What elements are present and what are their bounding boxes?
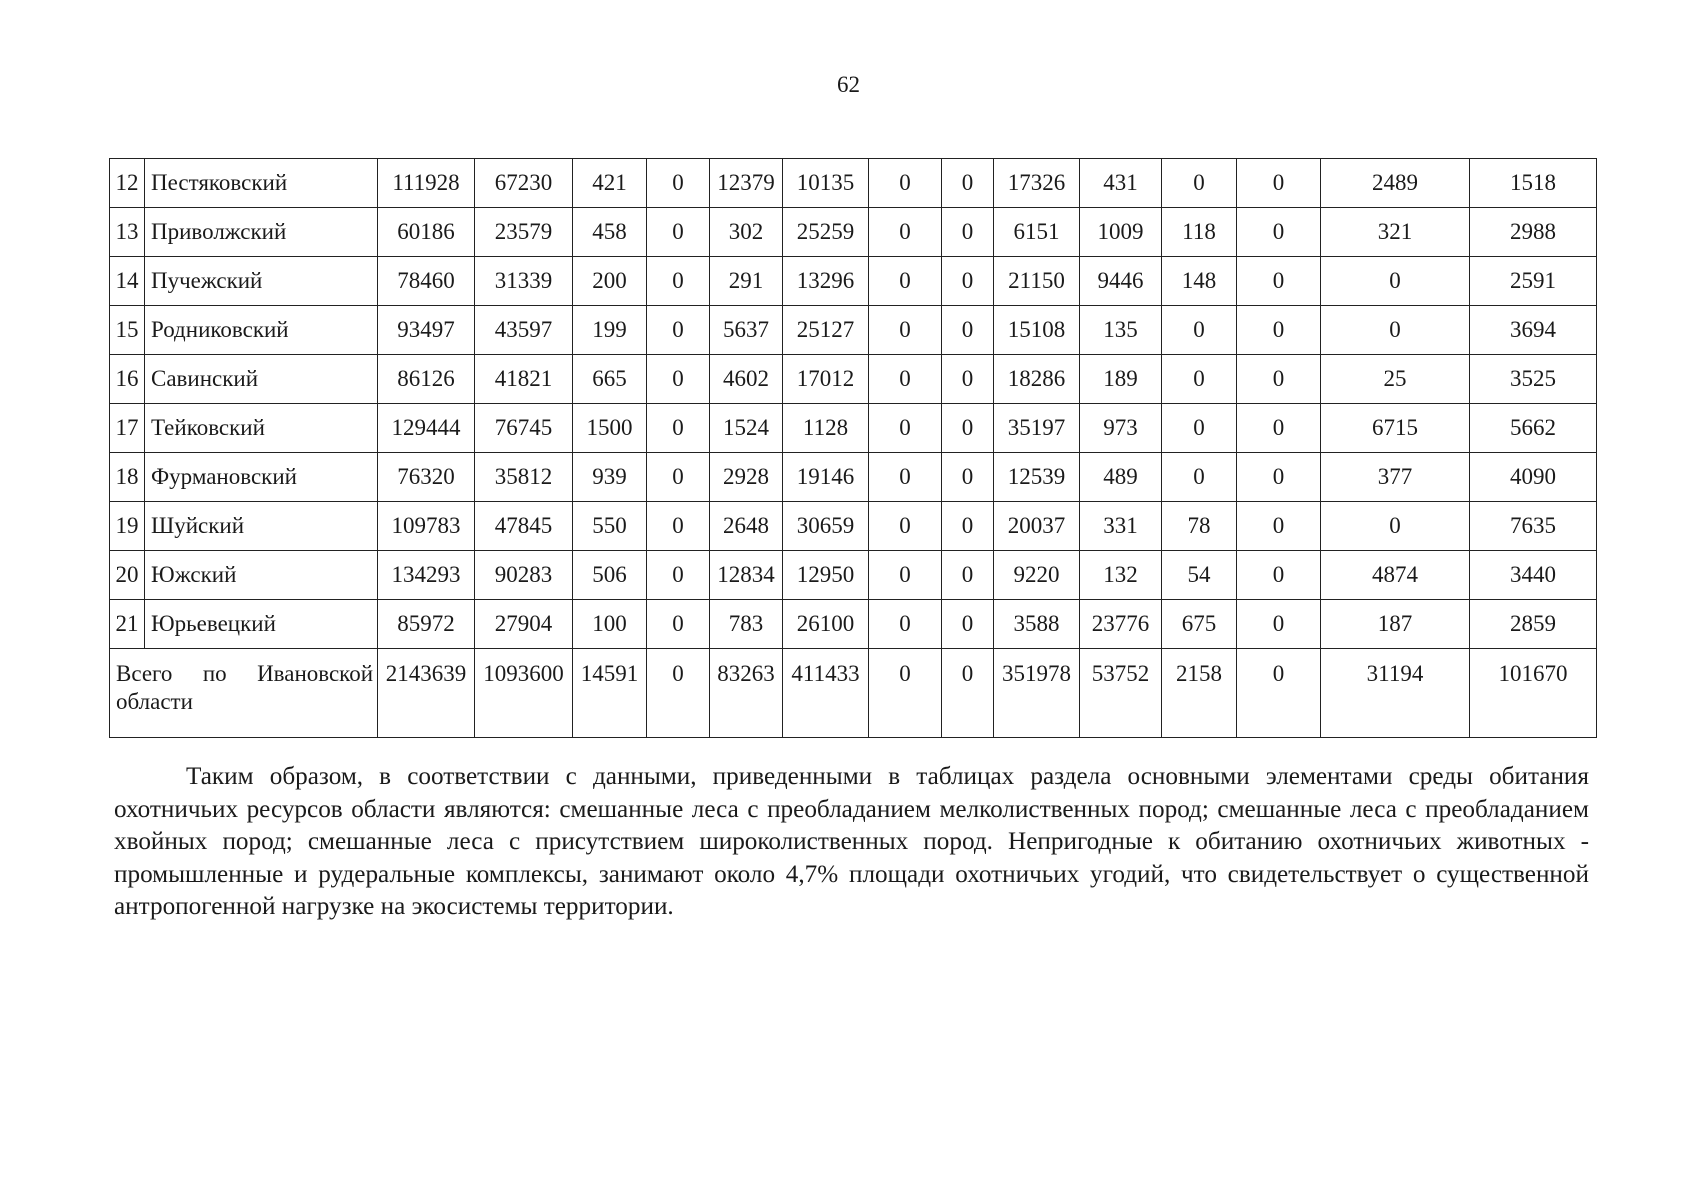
total-value-cell: 0 <box>647 649 710 738</box>
hunting-grounds-table <box>109 158 1597 738</box>
value-cell: 973 <box>1080 404 1162 453</box>
value-cell: 1009 <box>1080 208 1162 257</box>
table-row <box>110 404 1597 453</box>
value-cell: 0 <box>647 600 710 649</box>
value-cell: 134293 <box>378 551 475 600</box>
value-cell: 0 <box>1162 159 1237 208</box>
total-value-cell: 83263 <box>710 649 783 738</box>
value-cell: 331 <box>1080 502 1162 551</box>
value-cell: 2648 <box>710 502 783 551</box>
value-cell: 321 <box>1321 208 1470 257</box>
value-cell: 0 <box>647 404 710 453</box>
value-cell: 10135 <box>783 159 869 208</box>
value-cell: 9220 <box>994 551 1080 600</box>
value-cell: 35197 <box>994 404 1080 453</box>
table-row <box>110 551 1597 600</box>
value-cell: 550 <box>573 502 647 551</box>
district-name-cell: Родниковский <box>145 306 378 355</box>
total-value-cell: 351978 <box>994 649 1080 738</box>
value-cell: 76745 <box>475 404 573 453</box>
value-cell: 12950 <box>783 551 869 600</box>
value-cell: 86126 <box>378 355 475 404</box>
value-cell: 0 <box>942 453 994 502</box>
value-cell: 0 <box>1237 355 1321 404</box>
value-cell: 25127 <box>783 306 869 355</box>
value-cell: 129444 <box>378 404 475 453</box>
total-value-cell: 0 <box>942 649 994 738</box>
total-row <box>110 649 1597 738</box>
value-cell: 9446 <box>1080 257 1162 306</box>
district-name-cell: Приволжский <box>145 208 378 257</box>
total-value-cell: 31194 <box>1321 649 1470 738</box>
value-cell: 377 <box>1321 453 1470 502</box>
value-cell: 31339 <box>475 257 573 306</box>
value-cell: 23776 <box>1080 600 1162 649</box>
summary-paragraph: Таким образом, в соответствии с данными, приведенными в таблицах раздела основными элементами среды обитания охотничьих ресурсов области являются: смешанные леса с преобладанием мелколиственных пород; смешанные леса с преобладанием хвойных пород; смешанные леса с присутствием широколиственных пород. Непригодные к обитанию охотничьих животных - промышленные и рудеральные комплексы, занимают около 4,7% площади охотничьих угодий, что свидетельствует о существенной антропогенной нагрузке на экосистемы территории. <box>114 763 1589 920</box>
value-cell: 47845 <box>475 502 573 551</box>
value-cell: 12379 <box>710 159 783 208</box>
value-cell: 60186 <box>378 208 475 257</box>
value-cell: 0 <box>869 355 942 404</box>
value-cell: 21150 <box>994 257 1080 306</box>
row-number-cell: 17 <box>110 404 145 453</box>
value-cell: 0 <box>942 208 994 257</box>
value-cell: 78 <box>1162 502 1237 551</box>
table-row <box>110 355 1597 404</box>
value-cell: 76320 <box>378 453 475 502</box>
value-cell: 431 <box>1080 159 1162 208</box>
value-cell: 0 <box>869 159 942 208</box>
value-cell: 2988 <box>1470 208 1597 257</box>
value-cell: 1518 <box>1470 159 1597 208</box>
value-cell: 0 <box>1237 404 1321 453</box>
value-cell: 0 <box>647 502 710 551</box>
value-cell: 302 <box>710 208 783 257</box>
value-cell: 2859 <box>1470 600 1597 649</box>
table-row <box>110 306 1597 355</box>
value-cell: 0 <box>869 404 942 453</box>
value-cell: 12834 <box>710 551 783 600</box>
total-value-cell: 411433 <box>783 649 869 738</box>
value-cell: 0 <box>869 453 942 502</box>
value-cell: 0 <box>1321 502 1470 551</box>
row-number-cell: 20 <box>110 551 145 600</box>
row-number-cell: 15 <box>110 306 145 355</box>
value-cell: 0 <box>942 551 994 600</box>
value-cell: 35812 <box>475 453 573 502</box>
row-number-cell: 21 <box>110 600 145 649</box>
value-cell: 3694 <box>1470 306 1597 355</box>
value-cell: 25 <box>1321 355 1470 404</box>
value-cell: 0 <box>1162 453 1237 502</box>
value-cell: 67230 <box>475 159 573 208</box>
total-value-cell: 1093600 <box>475 649 573 738</box>
district-name-cell: Шуйский <box>145 502 378 551</box>
value-cell: 17012 <box>783 355 869 404</box>
value-cell: 0 <box>942 257 994 306</box>
district-name-cell: Тейковский <box>145 404 378 453</box>
value-cell: 0 <box>1237 453 1321 502</box>
value-cell: 0 <box>942 502 994 551</box>
value-cell: 30659 <box>783 502 869 551</box>
total-value-cell: 2158 <box>1162 649 1237 738</box>
value-cell: 19146 <box>783 453 869 502</box>
row-number-cell: 19 <box>110 502 145 551</box>
value-cell: 0 <box>942 306 994 355</box>
row-number-cell: 14 <box>110 257 145 306</box>
total-label-cell: Всего по Ивановской области <box>110 649 378 738</box>
value-cell: 0 <box>1237 600 1321 649</box>
value-cell: 1524 <box>710 404 783 453</box>
value-cell: 0 <box>942 159 994 208</box>
value-cell: 0 <box>1237 159 1321 208</box>
value-cell: 41821 <box>475 355 573 404</box>
value-cell: 0 <box>1162 306 1237 355</box>
total-value-cell: 101670 <box>1470 649 1597 738</box>
value-cell: 2591 <box>1470 257 1597 306</box>
value-cell: 0 <box>1162 355 1237 404</box>
value-cell: 23579 <box>475 208 573 257</box>
table-row <box>110 208 1597 257</box>
value-cell: 25259 <box>783 208 869 257</box>
table-row <box>110 257 1597 306</box>
value-cell: 0 <box>647 551 710 600</box>
table-body <box>110 159 1597 738</box>
value-cell: 12539 <box>994 453 1080 502</box>
value-cell: 100 <box>573 600 647 649</box>
value-cell: 0 <box>869 306 942 355</box>
district-name-cell: Фурмановский <box>145 453 378 502</box>
row-number-cell: 13 <box>110 208 145 257</box>
value-cell: 421 <box>573 159 647 208</box>
row-number-cell: 12 <box>110 159 145 208</box>
value-cell: 0 <box>647 306 710 355</box>
district-name-cell: Юрьевецкий <box>145 600 378 649</box>
value-cell: 0 <box>869 257 942 306</box>
value-cell: 135 <box>1080 306 1162 355</box>
row-number-cell: 16 <box>110 355 145 404</box>
value-cell: 26100 <box>783 600 869 649</box>
value-cell: 0 <box>1237 257 1321 306</box>
value-cell: 0 <box>869 551 942 600</box>
row-number-cell: 18 <box>110 453 145 502</box>
value-cell: 111928 <box>378 159 475 208</box>
value-cell: 27904 <box>475 600 573 649</box>
value-cell: 1500 <box>573 404 647 453</box>
value-cell: 17326 <box>994 159 1080 208</box>
value-cell: 291 <box>710 257 783 306</box>
value-cell: 6151 <box>994 208 1080 257</box>
district-name-cell: Пестяковский <box>145 159 378 208</box>
value-cell: 0 <box>942 600 994 649</box>
table-row <box>110 502 1597 551</box>
district-name-cell: Пучежский <box>145 257 378 306</box>
value-cell: 0 <box>942 355 994 404</box>
value-cell: 85972 <box>378 600 475 649</box>
total-value-cell: 2143639 <box>378 649 475 738</box>
value-cell: 20037 <box>994 502 1080 551</box>
value-cell: 5637 <box>710 306 783 355</box>
table-row <box>110 159 1597 208</box>
value-cell: 199 <box>573 306 647 355</box>
value-cell: 93497 <box>378 306 475 355</box>
value-cell: 0 <box>869 502 942 551</box>
value-cell: 54 <box>1162 551 1237 600</box>
value-cell: 0 <box>1237 551 1321 600</box>
value-cell: 189 <box>1080 355 1162 404</box>
district-name-cell: Савинский <box>145 355 378 404</box>
value-cell: 1128 <box>783 404 869 453</box>
value-cell: 0 <box>1237 306 1321 355</box>
value-cell: 187 <box>1321 600 1470 649</box>
value-cell: 0 <box>1237 502 1321 551</box>
value-cell: 675 <box>1162 600 1237 649</box>
value-cell: 489 <box>1080 453 1162 502</box>
value-cell: 2489 <box>1321 159 1470 208</box>
value-cell: 132 <box>1080 551 1162 600</box>
value-cell: 0 <box>869 600 942 649</box>
value-cell: 0 <box>647 453 710 502</box>
value-cell: 18286 <box>994 355 1080 404</box>
value-cell: 458 <box>573 208 647 257</box>
value-cell: 939 <box>573 453 647 502</box>
value-cell: 0 <box>869 208 942 257</box>
value-cell: 0 <box>647 355 710 404</box>
value-cell: 783 <box>710 600 783 649</box>
value-cell: 7635 <box>1470 502 1597 551</box>
value-cell: 5662 <box>1470 404 1597 453</box>
value-cell: 200 <box>573 257 647 306</box>
value-cell: 4602 <box>710 355 783 404</box>
value-cell: 78460 <box>378 257 475 306</box>
value-cell: 3525 <box>1470 355 1597 404</box>
value-cell: 0 <box>1162 404 1237 453</box>
value-cell: 109783 <box>378 502 475 551</box>
value-cell: 4874 <box>1321 551 1470 600</box>
value-cell: 3440 <box>1470 551 1597 600</box>
total-value-cell: 14591 <box>573 649 647 738</box>
value-cell: 0 <box>1321 306 1470 355</box>
total-value-cell: 53752 <box>1080 649 1162 738</box>
total-value-cell: 0 <box>1237 649 1321 738</box>
value-cell: 90283 <box>475 551 573 600</box>
value-cell: 2928 <box>710 453 783 502</box>
total-value-cell: 0 <box>869 649 942 738</box>
value-cell: 0 <box>1321 257 1470 306</box>
value-cell: 0 <box>647 159 710 208</box>
value-cell: 3588 <box>994 600 1080 649</box>
value-cell: 0 <box>942 404 994 453</box>
value-cell: 6715 <box>1321 404 1470 453</box>
value-cell: 0 <box>647 208 710 257</box>
value-cell: 43597 <box>475 306 573 355</box>
value-cell: 506 <box>573 551 647 600</box>
value-cell: 15108 <box>994 306 1080 355</box>
value-cell: 0 <box>1237 208 1321 257</box>
value-cell: 0 <box>647 257 710 306</box>
table-row <box>110 600 1597 649</box>
table-row <box>110 453 1597 502</box>
value-cell: 118 <box>1162 208 1237 257</box>
value-cell: 148 <box>1162 257 1237 306</box>
value-cell: 13296 <box>783 257 869 306</box>
page-number: 62 <box>837 72 860 97</box>
district-name-cell: Южский <box>145 551 378 600</box>
value-cell: 665 <box>573 355 647 404</box>
value-cell: 4090 <box>1470 453 1597 502</box>
